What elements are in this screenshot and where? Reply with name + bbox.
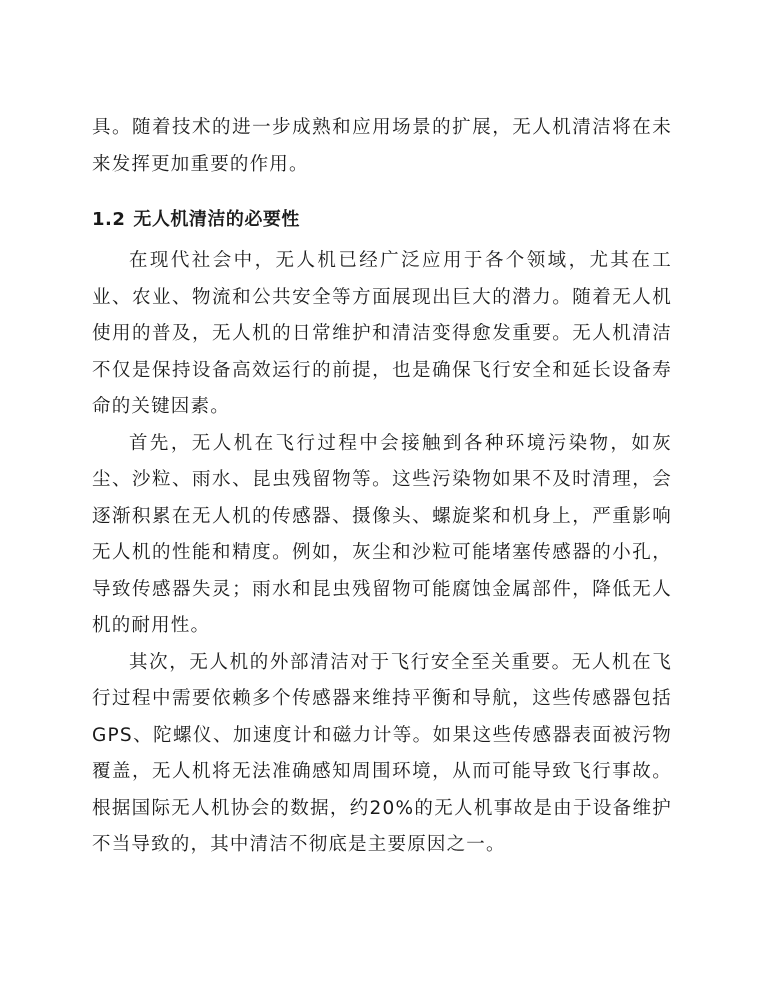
- section-number: 1.2: [92, 209, 126, 230]
- section-heading: [92, 202, 672, 238]
- intro-paragraph-tail: 具。随着技术的进一步成熟和应用场景的扩展，无人机清洁将在未来发挥更加重要的作用。: [92, 117, 672, 175]
- body-paragraph-3: 其次，无人机的外部清洁对于飞行安全至关重要。无人机在飞行过程中需要依赖多个传感器来维持平衡和导航，这些传感器包括GPS、陀螺仪、加速度计和磁力计等。如果这些传感器表面被污物覆盖，无人机将无法准确感知周围环境，从而可能导致飞行事故。根据国际无人机协会的数据，约20%的无人机事故是由于设备维护不当导致的，其中清洁不彻底是主要原因之一。: [92, 651, 672, 855]
- section-title: 无人机清洁的必要性: [133, 209, 300, 230]
- body-paragraph-2: 首先，无人机在飞行过程中会接触到各种环境污染物，如灰尘、沙粒、雨水、昆虫残留物等。这些污染物如果不及时清理，会逐渐积累在无人机的传感器、摄像头、螺旋桨和机身上，严重影响无人机的性能和精度。例如，灰尘和沙粒可能堵塞传感器的小孔，导致传感器失灵；雨水和昆虫残留物可能腐蚀金属部件，降低无人机的耐用性。: [92, 432, 672, 636]
- body-paragraph-1: 在现代社会中，无人机已经广泛应用于各个领域，尤其在工业、农业、物流和公共安全等方面展现出巨大的潜力。随着无人机使用的普及，无人机的日常维护和清洁变得愈发重要。无人机清洁不仅是保持设备高效运行的前提，也是确保飞行安全和延长设备寿命的关键因素。: [92, 250, 672, 417]
- document-page: [92, 110, 672, 864]
